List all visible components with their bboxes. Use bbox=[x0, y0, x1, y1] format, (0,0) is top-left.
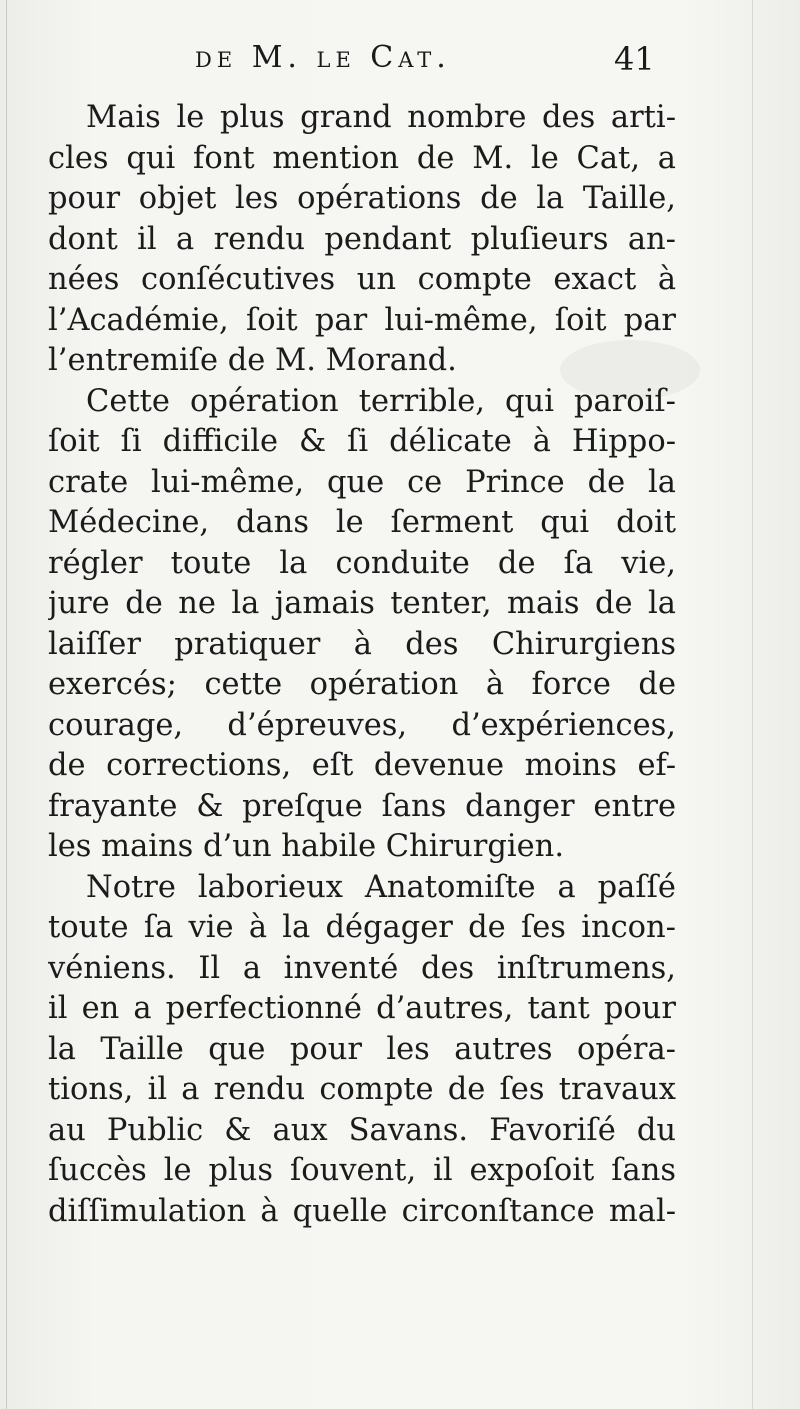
text-line: nées conſécutives un compte exact à bbox=[48, 262, 676, 297]
text-line: frayante & preſque ſans danger entre bbox=[48, 788, 676, 824]
text-line: de corrections, eſt devenue moins ef- bbox=[48, 748, 676, 783]
text-line: au Public & aux Savans. Favoriſé du bbox=[48, 1112, 676, 1148]
page-number: 41 bbox=[614, 40, 655, 78]
page-edge-left bbox=[6, 0, 7, 1409]
text-line: ſoit ſi difficile & ſi délicate à Hippo- bbox=[48, 424, 676, 459]
text-line: l’entremiſe de M. Morand. bbox=[48, 343, 457, 378]
text-line: régler toute la conduite de ſa vie, bbox=[48, 545, 676, 581]
text-line: Notre laborieux Anatomiſte a paſſé bbox=[86, 869, 676, 905]
text-line: ſuccès le plus ſouvent, il expoſoit ſans bbox=[48, 1153, 676, 1188]
text-line: les mains d’un habile Chirurgien. bbox=[48, 829, 565, 864]
text-line: Mais le plus grand nombre des arti- bbox=[86, 100, 676, 135]
text-line: Médecine, dans le ſerment qui doit bbox=[48, 505, 676, 540]
text-line: laiſſer pratiquer à des Chirurgiens bbox=[48, 626, 676, 662]
text-line: dont il a rendu pendant pluſieurs an- bbox=[48, 221, 676, 257]
text-line: l’Académie, ſoit par lui-même, ſoit par bbox=[48, 302, 676, 338]
text-line: la Taille que pour les autres opéra- bbox=[48, 1031, 676, 1067]
running-title: de M. le Cat. bbox=[195, 40, 451, 75]
text-line: jure de ne la jamais tenter, mais de la bbox=[48, 586, 676, 621]
text-line: diſſimulation à quelle circonſtance mal- bbox=[48, 1193, 676, 1229]
text-line: il en a perfectionné d’autres, tant pour bbox=[48, 991, 676, 1026]
body-text bbox=[48, 98, 676, 1232]
text-line: Cette opération terrible, qui paroiſ- bbox=[86, 383, 676, 419]
text-line: courage, d’épreuves, d’expériences, bbox=[48, 707, 676, 743]
text-line: tions, il a rendu compte de ſes travaux bbox=[48, 1072, 676, 1107]
text-line: cles qui font mention de M. le Cat, a bbox=[48, 140, 676, 176]
page-edge-right bbox=[752, 0, 753, 1409]
text-line: véniens. Il a inventé des inſtrumens, bbox=[48, 950, 676, 986]
text-line: toute ſa vie à la dégager de ſes incon- bbox=[48, 910, 676, 945]
text-line: crate lui-même, que ce Prince de la bbox=[48, 464, 676, 500]
text-line: exercés; cette opération à force de bbox=[48, 667, 676, 702]
text-line: pour objet les opérations de la Taille, bbox=[48, 181, 676, 216]
